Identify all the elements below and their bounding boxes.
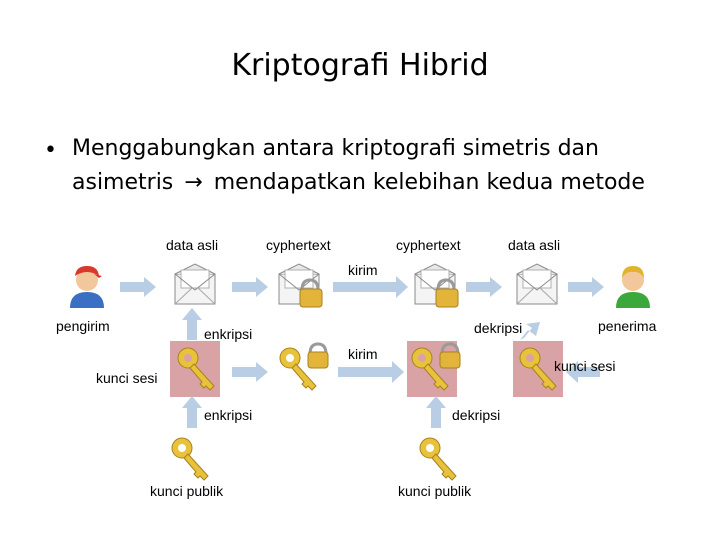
user-sender-icon xyxy=(64,262,110,310)
arrow-kirim-top xyxy=(333,276,408,298)
key-icon-locked-right xyxy=(410,340,464,392)
label-kunci-sesi-left: kunci sesi xyxy=(96,370,158,386)
bullet-text-after: mendapatkan kelebihan kedua metode xyxy=(213,170,645,195)
label-kirim-top: kirim xyxy=(348,262,378,278)
label-dekripsi-top: dekripsi xyxy=(474,320,523,336)
label-kirim-mid: kirim xyxy=(348,346,378,362)
label-kunci-publik-left: kunci publik xyxy=(150,483,224,499)
arrow-up-enkripsi-bottom xyxy=(182,396,202,428)
label-dekripsi-bottom: dekripsi xyxy=(452,407,501,423)
arrow-up-dekripsi-bottom xyxy=(426,396,446,428)
envelope-icon-data-asli-2 xyxy=(514,262,560,308)
arrow-data-to-cipher xyxy=(232,277,268,297)
label-enkripsi-top: enkripsi xyxy=(204,326,253,342)
user-receiver-icon xyxy=(610,262,656,310)
envelope-icon-data-asli-1 xyxy=(172,262,218,308)
label-pengirim: pengirim xyxy=(56,318,110,334)
key-icon-public-right xyxy=(418,436,462,482)
label-kunci-publik-right: kunci publik xyxy=(398,483,472,499)
envelope-icon-cyphertext-2 xyxy=(412,262,462,310)
key-icon-public-left xyxy=(170,436,214,482)
arrow-data-to-receiver xyxy=(568,277,604,297)
label-penerima: penerima xyxy=(598,318,657,334)
bullet-text-before: Menggabungkan antara kriptografi simetris dan asimetris xyxy=(72,136,599,195)
key-icon-session-left xyxy=(176,346,220,392)
page-title: Kriptografi Hibrid xyxy=(231,48,489,83)
envelope-icon-cyphertext-1 xyxy=(276,262,326,310)
arrow-kirim-mid xyxy=(338,361,404,383)
arrow-dekripsi-diag xyxy=(520,322,540,340)
label-data-asli-1: data asli xyxy=(166,237,219,253)
arrow-key-to-lockkey xyxy=(232,362,268,382)
label-cyphertext-2: cyphertext xyxy=(396,237,461,253)
arrow-cipher-to-data xyxy=(466,277,502,297)
key-icon-locked-mid xyxy=(278,340,332,392)
arrow-up-enkripsi-top xyxy=(182,308,202,340)
bullet-dot: • xyxy=(44,138,57,163)
bullet-arrow: → xyxy=(184,170,203,195)
label-enkripsi-bottom: enkripsi xyxy=(204,407,253,423)
label-kunci-sesi-right: kunci sesi xyxy=(554,358,616,374)
arrow-sender-to-data xyxy=(120,277,156,297)
label-cyphertext-1: cyphertext xyxy=(266,237,331,253)
label-data-asli-2: data asli xyxy=(508,237,561,253)
